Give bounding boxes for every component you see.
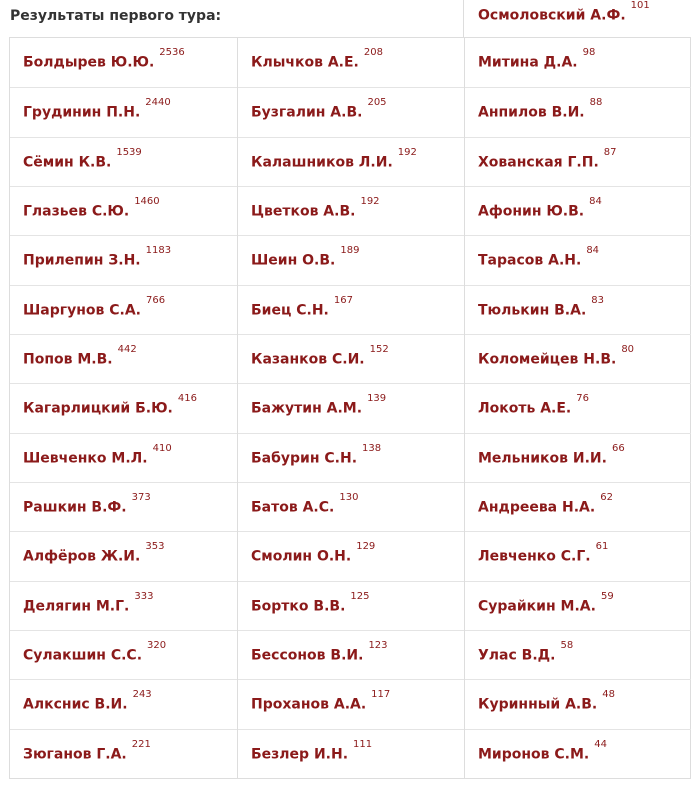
candidate-cell [465,581,691,630]
candidate-cell [10,581,237,630]
candidate-votes: 84 [589,195,602,207]
candidate-name: Бабурин С.Н. [251,450,358,467]
candidate-link[interactable] [478,541,609,565]
candidate-cell [10,334,237,383]
candidate-name: Сурайкин М.А. [478,598,596,615]
candidate-cell [238,383,465,432]
candidate-link[interactable] [251,343,389,368]
candidate-link[interactable] [251,639,388,664]
candidate-link[interactable] [23,146,142,171]
candidate-cell [10,433,237,482]
candidate-name: Мельников И.И. [478,450,607,467]
candidate-votes: 766 [145,294,166,306]
candidate-name: Клычков А.Е. [251,54,359,71]
candidate-cell [465,285,691,334]
candidate-name: Бессонов В.И. [251,647,364,664]
candidate-votes: 192 [360,195,380,207]
candidate-cell [465,729,691,778]
results-title: Результаты первого тура: [10,8,222,24]
candidate-name: Бортко В.В. [251,598,346,615]
candidate-votes: 2536 [159,47,185,58]
candidate-cell [465,137,691,186]
candidate-link[interactable] [478,393,589,417]
candidate-votes: 353 [145,541,165,553]
candidate-cell [465,235,691,284]
candidate-cell [465,630,691,679]
candidate-cell [465,334,691,383]
candidate-votes: 208 [363,47,383,58]
candidate-link[interactable] [23,294,166,319]
candidate-link[interactable] [251,393,387,417]
candidate-cell-top-right [463,0,692,37]
candidate-link[interactable] [23,97,171,121]
candidate-votes: 320 [147,639,167,651]
candidate-name: Кагарлицкий Б.Ю. [23,400,173,417]
candidate-cell [10,285,237,334]
candidate-cell [238,235,465,284]
candidate-name: Безлер И.Н. [251,746,349,763]
candidate-votes: 130 [339,491,359,503]
candidate-cell [10,38,237,87]
candidate-name: Смолин О.Н. [251,548,352,565]
candidate-votes: 205 [367,97,387,109]
candidate-link[interactable] [23,541,165,565]
candidate-name: Коломейцев Н.В. [478,351,617,368]
candidate-cell [10,235,237,284]
candidate-name: Осмоловский А.Ф. [478,7,626,24]
candidate-cell [465,186,691,235]
candidate-votes: 333 [134,590,154,602]
candidate-link[interactable] [251,738,373,763]
candidate-name: Локоть А.Е. [478,400,572,417]
candidate-name: Делягин М.Г. [23,598,130,615]
candidate-link[interactable] [478,639,574,664]
candidate-name: Шевченко М.Л. [23,450,148,467]
candidate-link[interactable] [478,0,650,24]
candidate-cell [10,137,237,186]
candidate-link[interactable] [478,590,614,615]
candidate-name: Миронов С.М. [478,746,590,763]
candidate-cell [238,87,465,136]
candidate-link[interactable] [23,47,185,71]
candidate-cell [238,186,465,235]
candidate-name: Проханов А.А. [251,696,367,713]
candidate-votes: 58 [560,639,574,651]
candidate-link[interactable] [251,689,391,713]
candidate-link[interactable] [23,343,137,368]
candidate-cell [465,38,691,87]
candidate-name: Тарасов А.Н. [478,252,582,269]
candidate-link[interactable] [478,738,607,763]
candidate-votes: 138 [362,442,382,454]
candidate-link[interactable] [23,195,160,220]
results-header [0,0,463,37]
candidate-name: Зюганов Г.А. [23,746,127,763]
candidate-cell [10,482,237,531]
candidate-cell [10,729,237,778]
candidate-cell [238,679,465,728]
candidate-name: Сулакшин С.С. [23,647,143,664]
candidate-name: Куринный А.В. [478,696,598,713]
candidate-link[interactable] [23,639,167,664]
candidate-votes: 98 [582,47,596,58]
candidate-name: Афонин Ю.В. [478,203,585,220]
candidate-name: Улас В.Д. [478,647,556,664]
candidate-votes: 62 [600,491,613,503]
candidate-cell [238,729,465,778]
candidate-votes: 44 [594,738,607,750]
candidate-votes: 192 [397,146,417,158]
candidate-cell [10,531,237,580]
candidate-name: Левченко С.Г. [478,548,591,565]
candidate-votes: 243 [132,689,152,701]
candidate-votes: 373 [131,491,151,503]
candidate-link[interactable] [478,245,600,269]
candidate-cell [238,482,465,531]
candidate-link[interactable] [251,195,380,220]
candidate-votes: 416 [177,393,197,405]
candidate-name: Андреева Н.А. [478,499,596,516]
candidate-name: Болдырев Ю.Ю. [23,54,155,71]
candidate-name: Митина Д.А. [478,54,578,71]
candidate-link[interactable] [478,491,613,516]
candidate-votes: 84 [586,245,600,257]
candidate-link[interactable] [251,491,359,516]
candidate-name: Анпилов В.И. [478,104,585,121]
candidate-link[interactable] [23,689,152,713]
candidate-link[interactable] [478,97,603,121]
candidate-votes: 1539 [116,146,142,158]
candidate-votes: 2440 [145,97,171,109]
candidate-votes: 101 [630,0,650,11]
candidate-votes: 139 [367,393,387,405]
candidate-cell [238,38,465,87]
candidate-link[interactable] [478,294,605,319]
candidate-link[interactable] [478,146,617,171]
candidate-link[interactable] [478,195,602,220]
results-column-2 [237,38,465,778]
candidate-link[interactable] [251,590,370,615]
candidate-votes: 111 [353,738,373,750]
candidate-link[interactable] [251,294,353,319]
candidate-link[interactable] [478,343,635,368]
candidate-votes: 221 [131,738,151,750]
candidate-cell [10,186,237,235]
candidate-votes: 152 [369,343,389,355]
candidate-link[interactable] [23,738,151,763]
candidate-votes: 83 [591,294,605,306]
candidate-votes: 123 [368,639,388,651]
candidate-votes: 59 [600,590,614,602]
candidate-votes: 125 [350,590,370,602]
results-column-3 [464,38,691,778]
results-table [9,37,691,779]
candidate-link[interactable] [251,442,382,467]
candidate-name: Попов М.В. [23,351,113,368]
candidate-name: Калашников Л.И. [251,154,393,171]
candidate-cell [10,630,237,679]
candidate-votes: 88 [589,97,603,109]
candidate-cell [238,630,465,679]
candidate-cell [238,334,465,383]
candidate-votes: 48 [602,689,615,701]
candidate-link[interactable] [478,689,615,713]
candidate-votes: 80 [621,343,635,355]
candidate-cell [238,433,465,482]
candidate-name: Шеин О.В. [251,252,336,269]
candidate-name: Алкснис В.И. [23,696,128,713]
candidate-name: Цветков А.В. [251,203,356,220]
candidate-link[interactable] [23,491,151,516]
candidate-link[interactable] [251,245,360,269]
candidate-cell [465,87,691,136]
candidate-link[interactable] [23,393,197,417]
candidate-link[interactable] [478,47,596,71]
candidate-votes: 410 [152,442,172,454]
candidate-name: Шаргунов С.А. [23,302,141,319]
candidate-cell [238,137,465,186]
candidate-link[interactable] [23,590,154,615]
candidate-cell [465,433,691,482]
candidate-votes: 1183 [145,245,172,257]
candidate-votes: 167 [333,294,353,306]
candidate-votes: 442 [117,343,137,355]
candidate-link[interactable] [251,146,417,171]
candidate-votes: 61 [595,541,609,553]
candidate-name: Бузгалин А.В. [251,104,363,121]
candidate-link[interactable] [251,47,383,71]
candidate-name: Бажутин А.М. [251,400,363,417]
candidate-cell [238,531,465,580]
candidate-name: Хованская Г.П. [478,154,599,171]
candidate-votes: 189 [340,245,360,257]
candidate-name: Грудинин П.Н. [23,104,141,121]
candidate-votes: 117 [371,689,391,701]
candidate-name: Биец С.Н. [251,302,329,319]
candidate-link[interactable] [251,541,376,565]
candidate-link[interactable] [23,245,172,269]
candidate-name: Батов А.С. [251,499,335,516]
results-column-1 [10,38,237,778]
candidate-name: Рашкин В.Ф. [23,499,127,516]
candidate-name: Сёмин К.В. [23,154,112,171]
candidate-votes: 66 [611,442,625,454]
candidate-cell [10,87,237,136]
candidate-cell [10,383,237,432]
candidate-cell [238,285,465,334]
candidate-link[interactable] [23,442,172,467]
candidate-link[interactable] [478,442,625,467]
candidate-cell [465,531,691,580]
candidate-cell [238,581,465,630]
candidate-votes: 76 [576,393,589,405]
candidate-name: Тюлькин В.А. [478,302,587,319]
candidate-votes: 129 [356,541,376,553]
candidate-name: Прилепин З.Н. [23,252,141,269]
candidate-cell [465,383,691,432]
candidate-link[interactable] [251,97,387,121]
candidate-cell [10,679,237,728]
candidate-name: Казанков С.И. [251,351,365,368]
candidate-cell [465,482,691,531]
candidate-votes: 1460 [134,195,160,207]
candidate-cell [465,679,691,728]
candidate-name: Алфёров Ж.И. [23,548,141,565]
candidate-name: Глазьев С.Ю. [23,203,130,220]
candidate-votes: 87 [603,146,617,158]
